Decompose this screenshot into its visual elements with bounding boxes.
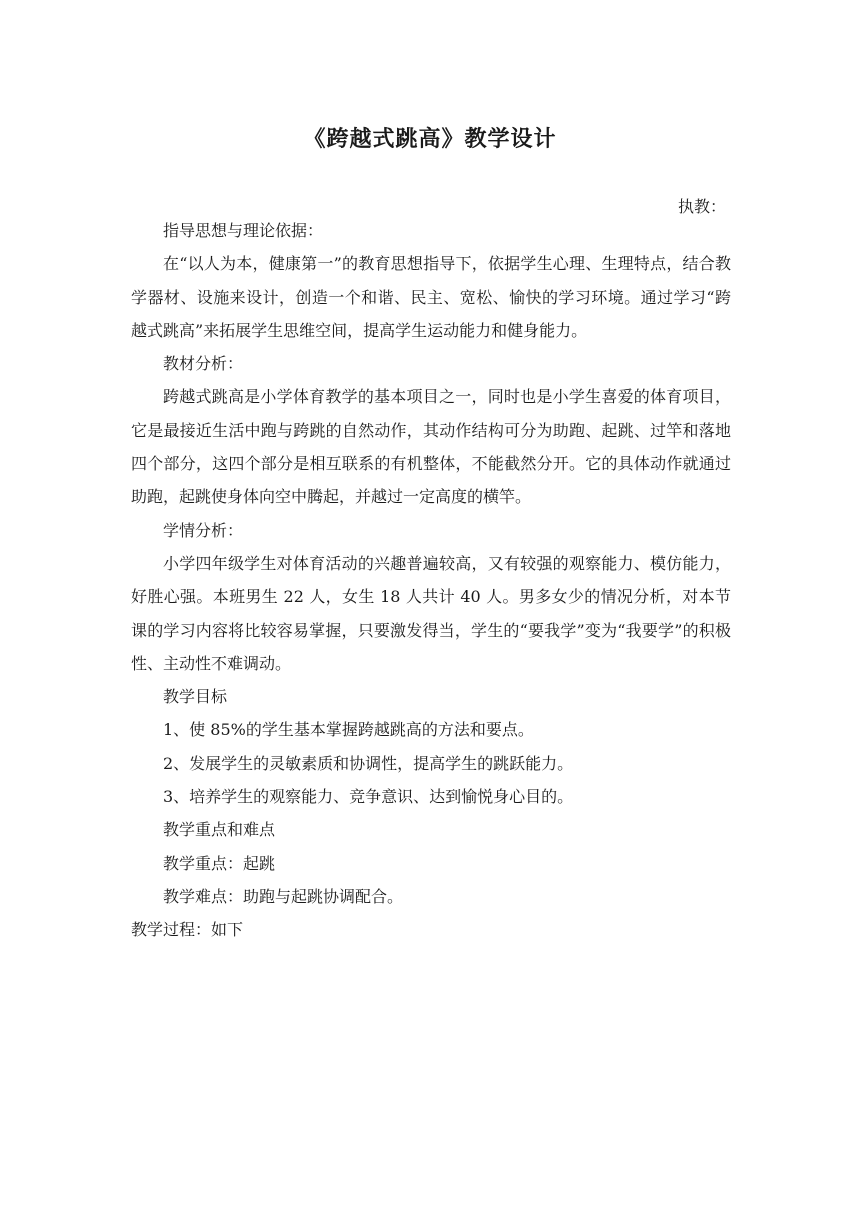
heading-student-analysis: 学情分析： — [163, 520, 244, 540]
heading-key-points: 教学重点和难点 — [163, 820, 276, 840]
heading-teaching-goals: 教学目标 — [163, 687, 228, 707]
document-title: 《跨越式跳高》教学设计 — [303, 127, 557, 152]
goal-item-2: 2、发展学生的灵敏素质和协调性，提高学生的跳跃能力。 — [163, 753, 574, 773]
paragraph-guiding-thought: 在“以人为本，健康第一”的教育思想指导下，依据学生心理、生理特点，结合教学器材、设施来设计，创造一个和谐、民主、宽松、愉快的学习环境。通过学习“跨越式跳高”来拓展学生思维空间，提高学生运动能力和健身能力。 — [131, 254, 731, 340]
document-body — [131, 214, 731, 947]
heading-material-analysis: 教材分析： — [163, 354, 244, 374]
difficult-point: 教学难点：助跑与起跳协调配合。 — [163, 886, 404, 906]
key-point: 教学重点：起跳 — [163, 853, 276, 873]
teacher-label: 执教： — [678, 197, 727, 216]
paragraph-material-analysis: 跨越式跳高是小学体育教学的基本项目之一，同时也是小学生喜爱的体育项目，它是最接近生活中跑与跨跳的自然动作，其动作结构可分为助跑、起跳、过竿和落地四个部分，这四个部分是相互联系的有机整体，不能截然分开。它的具体动作就通过助跑，起跳使身体向空中腾起，并越过一定高度的横竿。 — [131, 387, 731, 507]
teaching-process-label: 教学过程：如下 — [131, 920, 244, 940]
heading-guiding-thought: 指导思想与理论依据： — [163, 221, 324, 240]
goal-item-1: 1、使 85%的学生基本掌握跨越跳高的方法和要点。 — [163, 720, 534, 740]
goal-item-3: 3、培养学生的观察能力、竞争意识、达到愉悦身心目的。 — [163, 787, 574, 807]
paragraph-student-analysis: 小学四年级学生对体育活动的兴趣普遍较高，又有较强的观察能力、模仿能力，好胜心强。本班男生 22 人，女生 18 人共计 40 人。男多女少的情况分析，对本节课的学习内容将比较容易掌握，只要激发得当，学生的“要我学”变为“我要学”的积极性、主动性不难调动。 — [131, 553, 731, 673]
